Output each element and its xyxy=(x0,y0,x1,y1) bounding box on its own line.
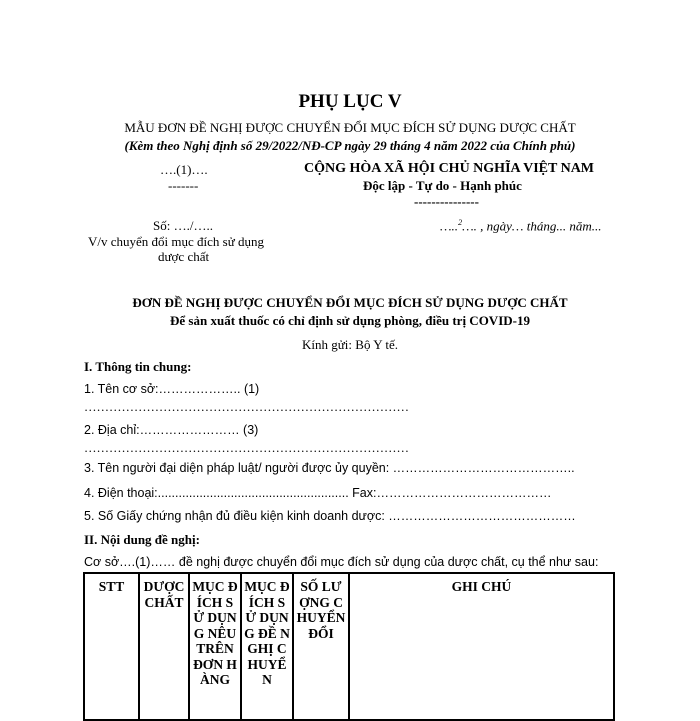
field-phone-fax: 4. Điện thoại:....................................................... Fax:…………………………………… xyxy=(84,486,552,500)
request-subtitle: Để sản xuất thuốc có chỉ định sử dụng phòng, điều trị COVID-19 xyxy=(170,313,530,328)
appendix-title: PHỤ LỤC V xyxy=(298,91,402,112)
recipient: Kính gửi: Bộ Y tế. xyxy=(302,337,398,352)
form-title: MẪU ĐƠN ĐỀ NGHỊ ĐƯỢC CHUYỂN ĐỔI MỤC ĐÍCH SỬ DỤNG DƯỢC CHẤT xyxy=(124,120,576,135)
request-title: ĐƠN ĐỀ NGHỊ ĐƯỢC CHUYỂN ĐỔI MỤC ĐÍCH SỬ DỤNG DƯỢC CHẤT xyxy=(132,295,568,310)
conversion-table xyxy=(83,572,615,721)
section-1-heading: I. Thông tin chung: xyxy=(84,359,192,374)
org-name: ….(1)…. xyxy=(160,162,208,177)
date-line xyxy=(440,218,601,234)
nation-motto: Độc lập - Tự do - Hạnh phúc xyxy=(363,178,522,193)
header-quantity: SỐ LƯỢNG CHUYỂN ĐỔI xyxy=(293,573,349,720)
header-notes: GHI CHÚ xyxy=(349,573,614,720)
motto-underline: --------------- xyxy=(414,194,479,209)
header-requested-purpose: MỤC ĐÍCH SỬ DỤNG ĐỀ NGHỊ CHUYỂN xyxy=(241,573,293,720)
date-prefix: ….. xyxy=(440,218,459,234)
field-address-continuation: …………………………………………………………………… xyxy=(84,441,409,455)
date-suffix: …. , ngày… tháng... năm... xyxy=(462,218,602,234)
field-legal-representative: 3. Tên người đại diện pháp luật/ người được ủy quyền: …………………………………….. xyxy=(84,461,575,475)
field-address: 2. Địa chỉ:…………………… (3) xyxy=(84,423,259,437)
table-header-row xyxy=(84,573,614,720)
org-underline: ------- xyxy=(168,178,199,193)
decree-note: (Kèm theo Nghị định số 29/2022/NĐ-CP ngày 29 tháng 4 năm 2022 của Chính phủ) xyxy=(124,138,576,153)
document-number: Số: …./….. xyxy=(153,218,213,233)
field-certificate-number: 5. Số Giấy chứng nhận đủ điều kiện kinh doanh dược: ……………………………………… xyxy=(84,509,576,523)
header-stt: STT xyxy=(84,573,139,720)
footnote-marker: 2 xyxy=(458,218,463,227)
field-facility-name: 1. Tên cơ sở:……………….. (1) xyxy=(84,382,260,396)
header-substance: DƯỢC CHẤT xyxy=(139,573,189,720)
nation-name: CỘNG HÒA XÃ HỘI CHỦ NGHĨA VIỆT NAM xyxy=(304,161,595,176)
subject-line-1: V/v chuyển đổi mục đích sử dụng xyxy=(88,234,265,249)
field-facility-name-continuation: …………………………………………………………………… xyxy=(84,400,409,414)
section-2-heading: II. Nội dung đề nghị: xyxy=(84,532,200,547)
request-intro: Cơ sở….(1)…… đề nghị được chuyển đổi mục đích sử dụng của dược chất, cụ thể như sau: xyxy=(84,555,599,569)
subject-line-2: dược chất xyxy=(158,249,210,264)
header-purpose-on-order: MỤC ĐÍCH SỬ DỤNG NÊU TRÊN ĐƠN HÀNG xyxy=(189,573,241,720)
